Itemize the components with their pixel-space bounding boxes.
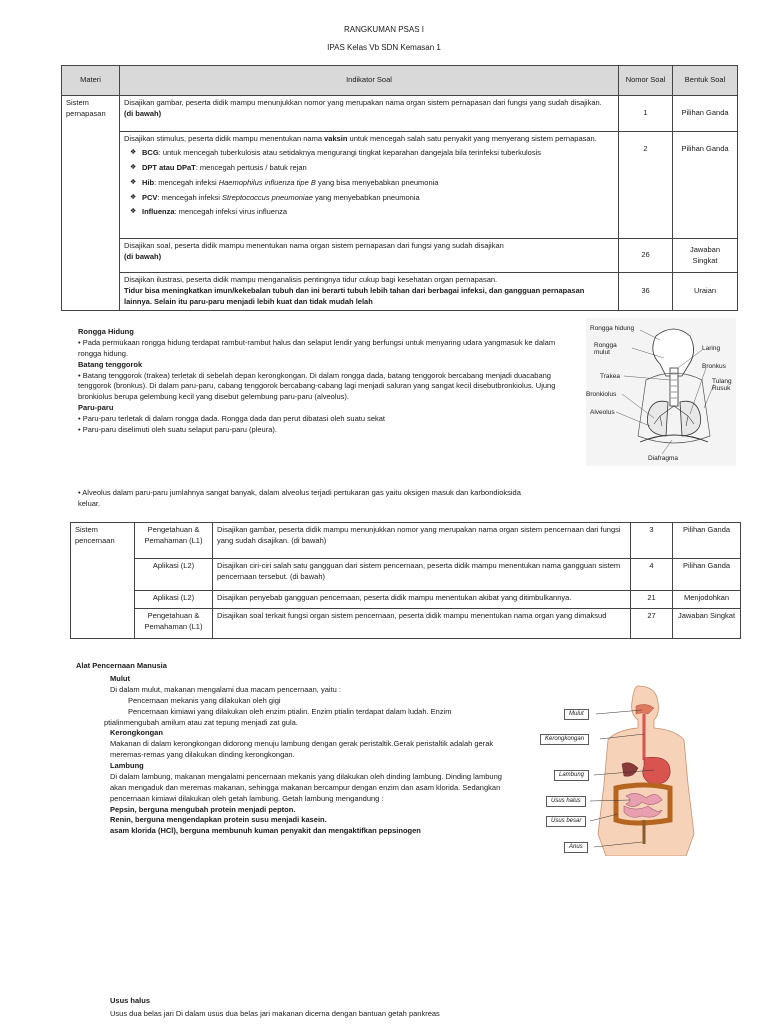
heading-mulut: Mulut [110, 674, 130, 683]
table-row [62, 273, 738, 311]
heading-paru-paru: Paru-paru [78, 403, 114, 413]
paragraph: Makanan di dalam kerongkongan didorong menuju lambung dengan gerak peristaltik.Gerak peristaltik adalah gerak meremas-remas yang dilakukan dinding kerongkongan. [110, 739, 494, 760]
table-row [71, 523, 741, 559]
number-cell: 2 [619, 132, 673, 239]
heading-batang-tenggorok: Batang tenggorok [78, 359, 143, 369]
indicator-cell [120, 273, 619, 311]
type-cell: Pilihan Ganda [673, 559, 741, 591]
header-bentuk: Bentuk Soal [673, 66, 738, 96]
table-row [71, 559, 741, 591]
number-cell: 3 [631, 523, 673, 559]
indicator-text: Disajikan gambar, peserta didik mampu menunjukkan nomor yang merupakan nama organ sistem pernapasan dari fungsi yang sudah disajikan. [124, 98, 602, 107]
document-subtitle: IPAS Kelas Vb SDN Kemasan 1 [327, 43, 441, 52]
type-cell: Jawaban Singkat [673, 239, 738, 273]
paragraph: • Batang tenggorok (trakea) terletak di sebelah depan kerongkongan. Di dalam rongga dada, batang tenggorok bercabang menjadi duacabang tenggorok (bronkus). Di dalam paru-paru, cabang tenggorok bercabang-cabang lagi menjadi saluran yang sangat kecil disebutbronkiolus. Ujung bronkiolus berupa gelembung kecil yang disebut gelembung paru-paru (alveolus). [78, 370, 556, 402]
label-usus-halus: Usus halus [546, 796, 586, 807]
number-cell: 27 [631, 609, 673, 639]
indicator-text: Disajikan ilustrasi, peserta didik mampu menganalisis pentingnya tidur cukup bagi kesehatan organ pernapasan. [124, 275, 498, 284]
table-row [71, 591, 741, 609]
level-cell: Pengetahuan & Pemahaman (L1) [135, 523, 213, 559]
type-cell: Menjodohkan [673, 591, 741, 609]
header-indikator: Indikator Soal [120, 66, 619, 96]
list-item: ❖ Influenza: mencegah infeksi virus influenza [142, 206, 614, 221]
paragraph: • Pada permukaan rongga hidung terdapat rambut-rambut halus dan selaput lendir yang berfungsi untuk menyaring udara yangmasuk ke dalam rongga hidung. [78, 337, 556, 358]
paragraph: Di dalam mulut, makanan mengalami dua macam pencernaan, yaitu : [110, 684, 341, 694]
paragraph: • Paru-paru terletak di dalam rongga dada. Rongga dada dan perut dibatasi oleh suatu sekat [78, 414, 385, 423]
respiration-indicator-table [61, 65, 738, 311]
type-cell: Pilihan Ganda [673, 523, 741, 559]
label-tulang-rusuk: Tulang Rusuk [712, 378, 732, 393]
type-cell: Pilihan Ganda [673, 96, 738, 132]
number-cell: 1 [619, 96, 673, 132]
digestive-system-figure [538, 684, 734, 856]
indicator-cell: Disajikan soal terkait fungsi organ sistem pencernaan, peserta didik mampu menentukan nama organ yang dimaksud [213, 609, 631, 639]
table-row [62, 132, 738, 239]
indicator-bold: Tidur bisa meningkatkan imun/kekebalan tubuh dan ini berarti tubuh lebih tahan dari berbagai infeksi, dan gangguan pernapasan lainnya. Selain itu paru-paru menjadi lebih kuat dan tidak mudah lelah [124, 285, 585, 306]
type-cell: Pilihan Ganda [673, 132, 738, 239]
label-bronkiolus: Bronkiolus [586, 391, 617, 398]
respiration-notes [78, 327, 578, 436]
paragraph: Pencernaan kimiawi yang dilakukan oleh enzim ptialin. Enzim ptialin terdapat dalam ludah. Enzim [128, 706, 452, 716]
number-cell: 4 [631, 559, 673, 591]
heading-usus-halus: Usus halus [110, 996, 151, 1005]
number-cell: 21 [631, 591, 673, 609]
topic-cell: Sistem pencernaan [71, 523, 135, 639]
heading-rongga-hidung: Rongga Hidung [78, 327, 134, 336]
heading-kerongkongan: Kerongkongan [110, 728, 163, 738]
indicator-cell [120, 132, 619, 239]
section-title-digestion: Alat Pencernaan Manusia [76, 661, 167, 670]
label-rongga-hidung: Rongga hidung [590, 325, 635, 332]
label-mulut: Mulut [564, 709, 589, 720]
indicator-cell [120, 96, 619, 132]
header-materi: Materi [62, 66, 120, 96]
level-cell: Pengetahuan & Pemahaman (L1) [135, 609, 213, 639]
table-row [62, 96, 738, 132]
paragraph: asam klorida (HCl), berguna membunuh kuman penyakit dan mengaktifkan pepsinogen [110, 826, 421, 836]
table-row [62, 239, 738, 273]
respiratory-system-figure [586, 318, 736, 466]
indicator-cell [120, 239, 619, 273]
label-anus: Anus [564, 842, 588, 853]
label-alveolus: Alveolus [590, 409, 615, 416]
digestion-indicator-table [70, 522, 741, 639]
paragraph: • Paru-paru diselimuti oleh suatu selaput paru-paru (pleura). [78, 424, 277, 434]
paragraph-alveolus: • Alveolus dalam paru-paru jumlahnya sangat banyak, dalam alveolus terjadi pertukaran gas yaitu oksigen masuk dan karbondioksida keluar. [78, 488, 521, 508]
document-title: RANGKUMAN PSAS I [343, 25, 424, 34]
list-item: ❖ PCV: mencegah infeksi Streptococcus pneumoniae yang menyebabkan pneumonia [142, 192, 614, 207]
paragraph-usus-halus: Usus dua belas jari Di dalam usus dua belas jari makanan dicerna dengan bantuan getah pankreas [110, 1009, 440, 1018]
paragraph: Di dalam lambung, makanan mengalami pencernaan mekanis yang dilakukan oleh dinding lambung. Dinding lambung akan mengaduk dan meremas makanan, sehingga makanan bercampur dengan enzim dan asam klorida. Sedangkan pencernaan kimiawi dilakukan oleh getah lambung. Getah lambung mengandung : [110, 771, 502, 803]
topic-cell: Sistem pernapasan [62, 96, 120, 311]
indicator-text: Disajikan stimulus, peserta didik mampu menentukan nama [124, 134, 325, 143]
indicator-note: (di bawah) [124, 108, 162, 118]
label-rongga-mulut: Rongga mulut [594, 342, 617, 357]
indicator-cell: Disajikan penyebab gangguan pencernaan, peserta didik mampu menentukan akibat yang ditimbulkannya. [213, 591, 631, 609]
digestion-notes [104, 674, 520, 837]
list-item: ❖ BCG: untuk mencegah tuberkulosis atau setidaknya mengurangi tingkat keparahan dangejala bila terinfeksi tuberkulosis [142, 147, 614, 162]
indicator-cell: Disajikan ciri-ciri salah satu gangguan dari sistem pencernaan, peserta didik mampu menentukan nama gangguan sistem pencernaan tersebut. (di bawah) [213, 559, 631, 591]
header-nomor: Nomor Soal [619, 66, 673, 96]
vaccine-list [124, 147, 614, 221]
table-header-row [62, 66, 738, 96]
indicator-text: untuk mencegah salah satu penyakit yang menyerang sistem pernapasan. [347, 134, 597, 143]
level-cell: Aplikasi (L2) [135, 591, 213, 609]
paragraph: Pencernaan mekanis yang dilakukan oleh gigi [128, 695, 281, 705]
indicator-text: Disajikan soal, peserta didik mampu menentukan nama organ sistem pernapasan dari fungsi yang sudah disajikan [124, 241, 504, 250]
table-row [71, 609, 741, 639]
number-cell: 26 [619, 239, 673, 273]
list-item: ❖ DPT atau DPaT: mencegah pertusis / batuk rejan [142, 162, 614, 177]
type-cell: Jawaban Singkat [673, 609, 741, 639]
indicator-note: (di bawah) [124, 251, 162, 261]
paragraph: Renin, berguna mengendapkan protein susu menjadi kasein. [110, 815, 327, 825]
label-laring: Laring [702, 345, 721, 352]
indicator-cell: Disajikan gambar, peserta didik mampu menunjukkan nomor yang merupakan nama organ sistem pencernaan dari fungsi yang sudah disajikan. (di bawah) [213, 523, 631, 559]
number-cell: 36 [619, 273, 673, 311]
label-diafragma: Diafragma [648, 455, 678, 462]
label-usus-besar: Usus besar [546, 816, 586, 827]
label-trakea: Trakea [600, 373, 620, 380]
level-cell: Aplikasi (L2) [135, 559, 213, 591]
label-bronkus: Bronkus [702, 363, 726, 370]
paragraph: ptialinmengubah amilum atau zat tepung menjadi zat gula. [104, 717, 298, 727]
type-cell: Uraian [673, 273, 738, 311]
indicator-bold: vaksin [324, 134, 348, 143]
label-lambung: Lambung [554, 770, 589, 781]
paragraph: Pepsin, berguna mengubah protein menjadi pepton. [110, 804, 296, 814]
list-item: ❖ Hib: mencegah infeksi Haemophilus influenza tipe B yang bisa menyebabkan pneumonia [142, 177, 614, 192]
label-kerongkongan: Kerongkongan [540, 734, 589, 745]
heading-lambung: Lambung [110, 761, 144, 770]
